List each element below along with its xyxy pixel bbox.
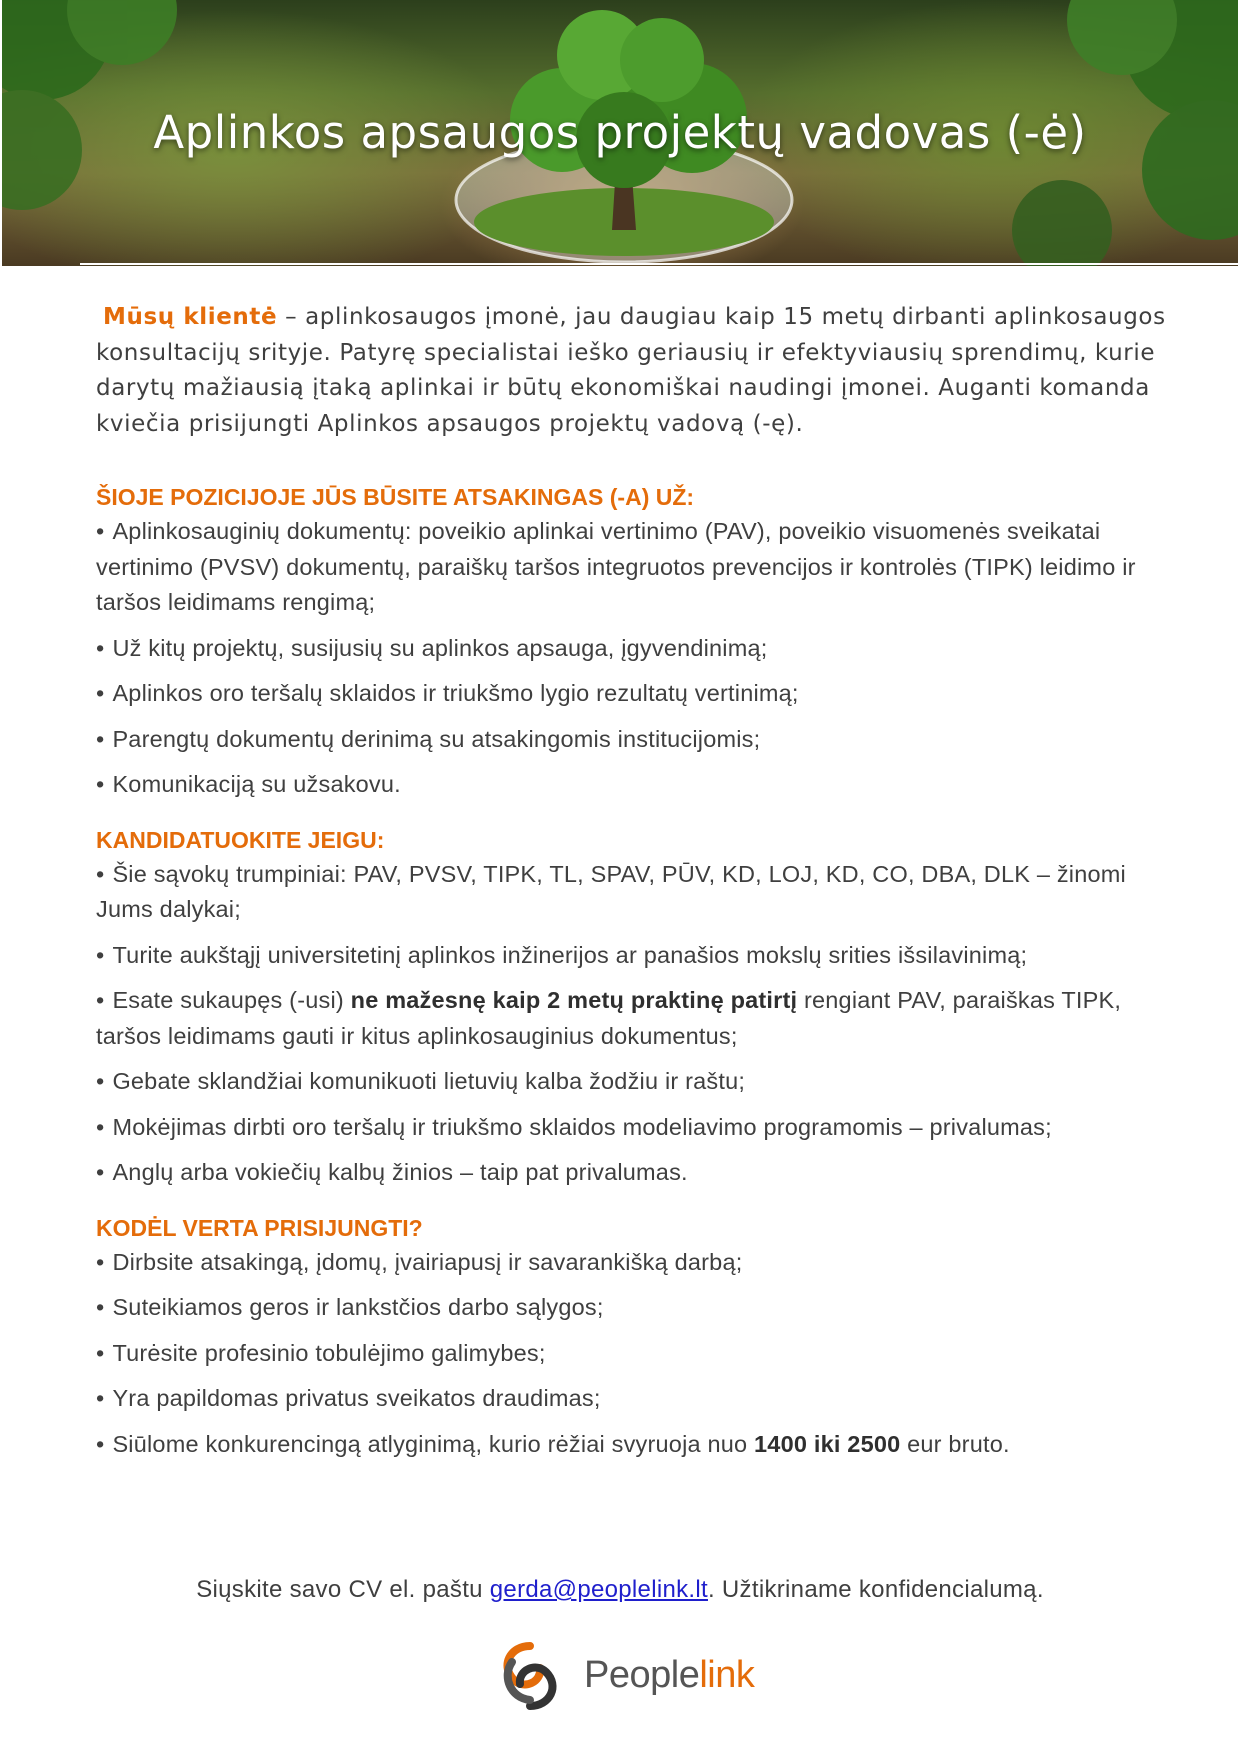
- benefits-heading: KODĖL VERTA PRISIJUNGTI?: [96, 1214, 423, 1241]
- list-item: [96, 767, 1168, 803]
- list-item: [96, 983, 1168, 1054]
- bullet-icon: •: [96, 1385, 105, 1411]
- contact-text: Siųskite savo CV el. paštu: [196, 1576, 490, 1603]
- header-banner: [2, 0, 1238, 266]
- intro-paragraph: [96, 300, 1168, 442]
- list-item: [96, 1336, 1168, 1372]
- list-item-text: Turėsite profesinio tobulėjimo galimybes;: [112, 1339, 546, 1366]
- bullet-icon: •: [96, 860, 105, 887]
- bullet-icon: •: [96, 1159, 105, 1185]
- bullet-icon: •: [96, 1068, 105, 1094]
- bullet-icon: •: [96, 518, 105, 544]
- divider: [80, 263, 1238, 265]
- list-item: [96, 938, 1168, 974]
- logo-word-people: People: [584, 1654, 700, 1696]
- list-item: [96, 676, 1168, 712]
- confidentiality-text: . Užtikriname konfidencialumą.: [707, 1576, 1044, 1603]
- list-item-text: eur bruto.: [900, 1430, 1010, 1457]
- peoplelink-logo-icon: [490, 1636, 570, 1716]
- logo-wordmark: [584, 1654, 754, 1697]
- bullet-icon: •: [96, 771, 105, 797]
- job-ad-body: [96, 300, 1168, 1472]
- bullet-icon: •: [96, 634, 105, 661]
- experience-highlight: ne mažesnę kaip 2 metų praktinę patirtį: [350, 987, 798, 1013]
- list-item-text: Aplinkosauginių dokumentų: poveikio aplinkai vertinimo (PAV), poveikio visuomenės sveikatai vertinimo (PVSV) dokumentų, paraiškų taršos integruotos prevencijos ir kontrolės (TIPK) leidimo ir taršos leidimams rengimą;: [96, 518, 1136, 615]
- responsibilities-heading: ŠIOJE POZICIJOJE JŪS BŪSITE ATSAKINGAS (-A) UŽ:: [96, 484, 695, 510]
- list-item-text: Parengtų dokumentų derinimą su atsakingomis institucijomis;: [112, 725, 761, 752]
- benefits-section: [96, 1211, 1168, 1463]
- list-item: [96, 857, 1168, 928]
- list-item-text: Už kitų projektų, susijusių su aplinkos apsauga, įgyvendinimą;: [112, 634, 768, 661]
- list-item: [96, 1427, 1168, 1463]
- list-item-text: Esate sukaupęs (-usi): [112, 987, 351, 1013]
- list-item-text: Dirbsite atsakingą, įdomų, įvairiapusį ir savarankišką darbą;: [112, 1248, 743, 1275]
- page-title: Aplinkos apsaugos projektų vadovas (-ė): [153, 106, 1087, 159]
- list-item: [96, 1245, 1168, 1281]
- list-item-text: Turite aukštąjį universitetinį aplinkos inžinerijos ar panašios mokslų srities išsilavinimą;: [112, 941, 1028, 968]
- benefits-list: [96, 1245, 1168, 1463]
- contact-line: [0, 1576, 1240, 1604]
- responsibilities-section: [96, 480, 1168, 803]
- requirements-heading: KANDIDATUOKITE JEIGU:: [96, 826, 385, 853]
- list-item-text: Komunikaciją su užsakovu.: [112, 771, 401, 797]
- bullet-icon: •: [96, 1430, 105, 1457]
- bullet-icon: •: [96, 987, 105, 1013]
- list-item-text: Mokėjimas dirbti oro teršalų ir triukšmo sklaidos modeliavimo programomis – privalumas;: [112, 1113, 1052, 1140]
- list-item-text: Yra papildomas privatus sveikatos draudimas;: [112, 1385, 601, 1411]
- bullet-icon: •: [96, 1113, 105, 1140]
- requirements-section: [96, 823, 1168, 1191]
- bullet-icon: •: [96, 1339, 105, 1366]
- list-item-text: Gebate sklandžiai komunikuoti lietuvių kalba žodžiu ir raštu;: [112, 1068, 746, 1094]
- responsibilities-list: [96, 514, 1168, 803]
- list-item-text: Siūlome konkurencingą atlyginimą, kurio rėžiai svyruoja nuo: [112, 1430, 755, 1457]
- logo-word-link: link: [699, 1654, 755, 1696]
- salary-range: 1400 iki 2500: [754, 1430, 901, 1457]
- bullet-icon: •: [96, 941, 105, 968]
- bullet-icon: •: [96, 725, 105, 752]
- list-item-text: Suteikiamos geros ir lankstčios darbo sąlygos;: [112, 1294, 604, 1320]
- list-item: [96, 1290, 1168, 1326]
- list-item: [96, 1110, 1168, 1146]
- list-item-text: Anglų arba vokiečių kalbų žinios – taip pat privalumas.: [112, 1159, 688, 1185]
- bullet-icon: •: [96, 1248, 105, 1275]
- list-item: [96, 631, 1168, 667]
- list-item-text: Šie sąvokų trumpiniai: PAV, PVSV, TIPK, TL, SPAV, PŪV, KD, LOJ, KD, CO, DBA, DLK – žinomi Jums dalykai;: [96, 860, 1126, 922]
- email-link[interactable]: gerda@peoplelink.lt: [489, 1576, 708, 1603]
- bullet-icon: •: [96, 1294, 105, 1320]
- list-item-text: Aplinkos oro teršalų sklaidos ir triukšmo lygio rezultatų vertinimą;: [112, 680, 799, 706]
- bullet-icon: •: [96, 680, 105, 706]
- intro-lead: Mūsų klientė: [103, 304, 278, 330]
- intro-text: – aplinkosaugos įmonė, jau daugiau kaip 15 metų dirbanti aplinkosaugos konsultacijų srityje. Patyrę specialistai ieško geriausių ir efektyviausių sprendimų, kurie darytų mažiausią įtaką aplinkai ir būtų ekonomiškai naudingi įmonei. Auganti komanda kviečia prisijungti Aplinkos apsaugos projektų vadovą (-ę).: [96, 304, 1166, 437]
- list-item: [96, 514, 1168, 621]
- list-item: [96, 722, 1168, 758]
- requirements-list: [96, 857, 1168, 1191]
- peoplelink-logo: [490, 1636, 755, 1716]
- list-item: [96, 1064, 1168, 1100]
- list-item-text: rengiant PAV, paraiškas TIPK, taršos leidimams gauti ir kitus aplinkosauginius dokumentus;: [96, 987, 1122, 1049]
- list-item: [96, 1381, 1168, 1417]
- list-item: [96, 1155, 1168, 1191]
